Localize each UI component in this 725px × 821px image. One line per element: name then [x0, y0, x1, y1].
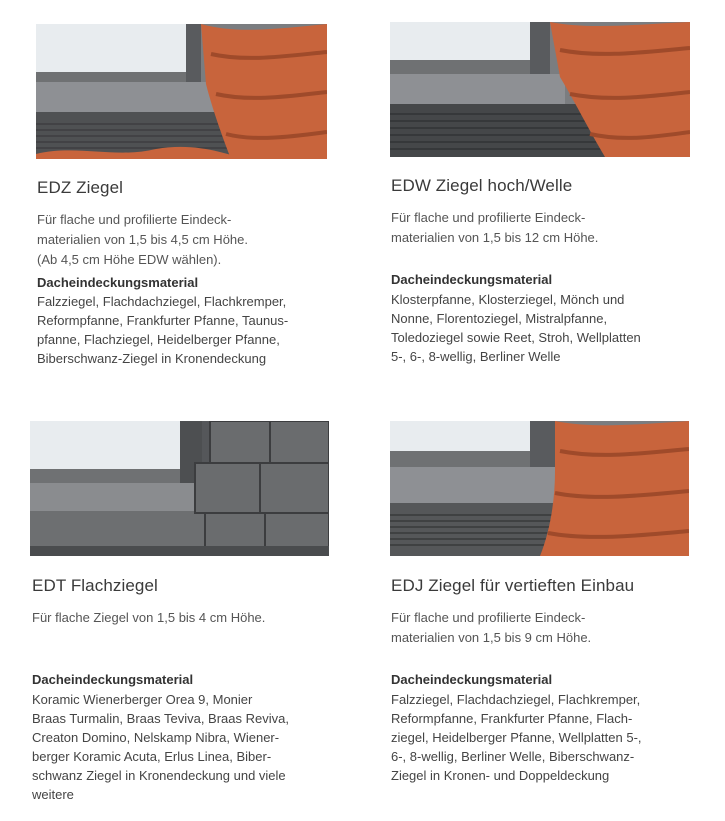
material-line: Koramic Wienerberger Orea 9, Monier: [32, 692, 253, 707]
material-line: Klosterpfanne, Klosterziegel, Mönch und: [391, 292, 625, 307]
product-image-edj: [390, 421, 689, 556]
material-line: 6-, 8-wellig, Berliner Welle, Biberschwanz-: [391, 749, 635, 764]
material-heading-edw: Dacheindeckungsmaterial: [391, 272, 553, 287]
product-title-edt: EDT Flachziegel: [32, 576, 158, 595]
product-description-edt: [32, 608, 265, 628]
material-heading-edj: Dacheindeckungsmaterial: [391, 672, 553, 687]
material-list-edt: [32, 690, 289, 804]
material-line: Falzziegel, Flachdachziegel, Flachkremper,: [391, 692, 641, 707]
material-list-edj: [391, 690, 642, 785]
product-image-edt: [30, 421, 329, 556]
material-line: Reformpfanne, Frankfurter Pfanne, Taunus-: [37, 313, 289, 328]
material-heading-edt: Dacheindeckungsmaterial: [32, 672, 194, 687]
material-line: Nonne, Florentoziegel, Mistralpfanne,: [391, 311, 608, 326]
product-title-edj: EDJ Ziegel für vertieften Einbau: [391, 576, 635, 595]
product-description-edw: [391, 208, 598, 248]
product-title-edw: EDW Ziegel hoch/Welle: [391, 176, 573, 195]
material-line: ziegel, Heidelberger Pfanne, Wellplatten 5-,: [391, 730, 642, 745]
description-line: (Ab 4,5 cm Höhe EDW wählen).: [37, 252, 222, 267]
material-line: Ziegel in Kronen- und Doppeldeckung: [391, 768, 610, 783]
window-flashing-tile-image: [390, 22, 690, 157]
material-line: 5-, 6-, 8-wellig, Berliner Welle: [391, 349, 561, 364]
description-line: materialien von 1,5 bis 9 cm Höhe.: [391, 630, 592, 645]
description-line: materialien von 1,5 bis 4,5 cm Höhe.: [37, 232, 248, 247]
material-line: schwanz Ziegel in Kronendeckung und viele: [32, 768, 286, 783]
material-list-edw: [391, 290, 641, 366]
material-line: weitere: [32, 787, 74, 802]
material-list-edz: [37, 292, 288, 368]
description-line: materialien von 1,5 bis 12 cm Höhe.: [391, 230, 599, 245]
material-line: Reformpfanne, Frankfurter Pfanne, Flach-: [391, 711, 633, 726]
material-line: Biberschwanz-Ziegel in Kronendeckung: [37, 351, 267, 366]
material-line: Braas Turmalin, Braas Teviva, Braas Reviva,: [32, 711, 289, 726]
product-image-edz: [36, 24, 327, 159]
description-line: Für flache und profilierte Eindeck-: [391, 210, 586, 225]
material-line: pfanne, Flachziegel, Heidelberger Pfanne,: [37, 332, 280, 347]
window-flashing-tile-image: [36, 24, 327, 159]
material-heading-edz: Dacheindeckungsmaterial: [37, 275, 199, 290]
product-title-edz: EDZ Ziegel: [37, 178, 124, 197]
material-line: Toledoziegel sowie Reet, Stroh, Wellplatten: [391, 330, 641, 345]
material-line: Falzziegel, Flachdachziegel, Flachkremper,: [37, 294, 287, 309]
product-image-edw: [390, 22, 690, 157]
product-description-edj: [391, 608, 591, 648]
product-description-edz: [37, 210, 248, 270]
window-flat-tile-image: [30, 421, 329, 556]
window-recessed-tile-image: [390, 421, 689, 556]
material-line: Creaton Domino, Nelskamp Nibra, Wiener-: [32, 730, 280, 745]
description-line: Für flache Ziegel von 1,5 bis 4 cm Höhe.: [32, 610, 266, 625]
description-line: Für flache und profilierte Eindeck-: [37, 212, 232, 227]
material-line: berger Koramic Acuta, Erlus Linea, Biber-: [32, 749, 272, 764]
description-line: Für flache und profilierte Eindeck-: [391, 610, 586, 625]
